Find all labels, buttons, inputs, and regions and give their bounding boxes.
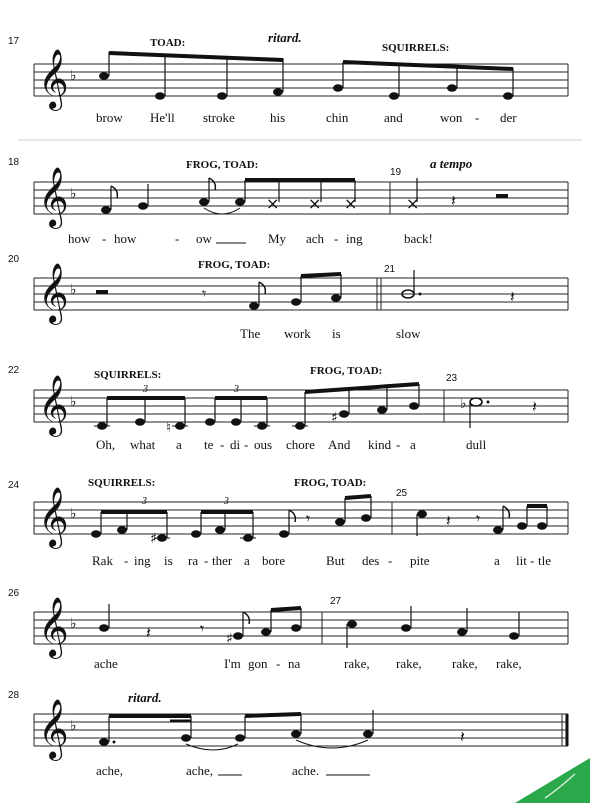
measure-number: 28 xyxy=(8,690,20,701)
note xyxy=(333,84,343,92)
note xyxy=(155,92,165,100)
voice-label: SQUIRRELS: xyxy=(94,369,162,381)
lyric-syllable: der xyxy=(500,110,517,125)
svg-text:×: × xyxy=(308,194,322,213)
lyric-syllable: chin xyxy=(326,110,349,125)
svg-text:lit: lit xyxy=(516,553,527,568)
notes xyxy=(96,270,515,310)
svg-text:di: di xyxy=(230,437,241,452)
treble-clef-icon: 𝄞 xyxy=(38,49,69,109)
measure-number: 24 xyxy=(8,480,20,491)
notes xyxy=(99,52,513,100)
svg-text:-: - xyxy=(124,553,129,568)
treble-clef-icon: 𝄞 xyxy=(38,167,69,227)
voice-label: TOAD: xyxy=(150,37,186,49)
lyrics xyxy=(68,231,433,246)
svg-text:is: is xyxy=(332,326,341,341)
system-26 xyxy=(8,588,568,671)
svg-text:𝄽: 𝄽 xyxy=(460,727,465,746)
lyric-syllable: He'll xyxy=(150,110,175,125)
svg-text:a: a xyxy=(494,553,500,568)
measure-number: 23 xyxy=(446,373,458,384)
svg-text:𝄽: 𝄽 xyxy=(446,511,451,530)
lyrics xyxy=(240,326,421,341)
treble-clef-icon: 𝄞 xyxy=(38,487,69,547)
flat-key-signature-icon: ♭ xyxy=(70,186,77,202)
measure-number: 22 xyxy=(8,365,20,376)
svg-text:a: a xyxy=(244,553,250,568)
triplet-mark: 3 xyxy=(143,384,148,395)
svg-text:And: And xyxy=(328,437,351,452)
svg-text:what: what xyxy=(130,437,156,452)
svg-text:bore: bore xyxy=(262,553,286,568)
svg-text:tle: tle xyxy=(538,553,551,568)
lyrics xyxy=(94,656,522,671)
svg-text:ache,: ache, xyxy=(96,763,124,778)
measure-number: 17 xyxy=(8,36,20,47)
svg-text:-: - xyxy=(175,231,180,246)
flat-key-signature-icon: ♭ xyxy=(70,506,77,522)
svg-text:-: - xyxy=(334,231,339,246)
measure-number: 27 xyxy=(330,596,342,607)
svg-text:back!: back! xyxy=(404,231,433,246)
lyrics xyxy=(92,553,551,568)
svg-text:ing: ing xyxy=(346,231,363,246)
lyric-syllable: and xyxy=(384,110,403,125)
flat-key-signature-icon: ♭ xyxy=(70,282,77,298)
svg-text:-: - xyxy=(244,437,249,452)
staff-lines xyxy=(34,390,568,422)
flat-key-signature-icon: ♭ xyxy=(70,394,77,410)
svg-text:-: - xyxy=(530,553,535,568)
voice-label: FROG, TOAD: xyxy=(186,159,259,171)
system-17 xyxy=(8,30,568,125)
page-corner-icon[interactable] xyxy=(515,758,590,803)
voice-label: FROG, TOAD: xyxy=(310,365,383,377)
svg-text:rake,: rake, xyxy=(452,656,478,671)
svg-text:a: a xyxy=(176,437,182,452)
svg-text:how: how xyxy=(68,231,91,246)
svg-text:𝄾: 𝄾 xyxy=(476,509,481,528)
note xyxy=(389,92,399,100)
notes xyxy=(101,178,508,214)
svg-text:ach: ach xyxy=(306,231,325,246)
svg-text:×: × xyxy=(344,194,358,213)
svg-text:𝄽: 𝄽 xyxy=(510,287,515,306)
triplet-mark: 3 xyxy=(234,384,239,395)
notes xyxy=(94,384,537,436)
flat-key-signature-icon: ♭ xyxy=(70,718,77,734)
svg-text:rake,: rake, xyxy=(396,656,422,671)
svg-text:is: is xyxy=(164,553,173,568)
svg-text:My: My xyxy=(268,231,287,246)
lyric-syllable: brow xyxy=(96,110,123,125)
system-18 xyxy=(8,156,568,246)
staff-lines xyxy=(34,182,568,214)
svg-text:-: - xyxy=(220,437,225,452)
svg-text:ow: ow xyxy=(196,231,212,246)
beam xyxy=(109,53,283,60)
svg-text:rake,: rake, xyxy=(344,656,370,671)
svg-text:𝄾: 𝄾 xyxy=(200,619,205,638)
svg-text:gon: gon xyxy=(248,656,268,671)
svg-text:ous: ous xyxy=(254,437,273,452)
flat-key-signature-icon: ♭ xyxy=(70,616,77,632)
svg-text:The: The xyxy=(240,326,261,341)
treble-clef-icon: 𝄞 xyxy=(38,699,69,759)
tempo-marking: a tempo xyxy=(430,156,473,171)
treble-clef-icon: 𝄞 xyxy=(38,375,69,435)
svg-text:how: how xyxy=(114,231,137,246)
svg-text:ache.: ache. xyxy=(292,763,320,778)
tempo-marking: ritard. xyxy=(268,30,302,45)
note xyxy=(99,72,109,80)
measure-number: 25 xyxy=(396,488,408,499)
svg-text:×: × xyxy=(266,194,280,213)
system-24 xyxy=(8,477,568,568)
lyric-syllable: stroke xyxy=(203,110,235,125)
lyrics xyxy=(96,763,370,778)
lyrics xyxy=(96,437,487,452)
system-28 xyxy=(8,690,568,778)
measure-number: 21 xyxy=(384,264,396,275)
svg-text:ra: ra xyxy=(188,553,199,568)
svg-text:×: × xyxy=(406,194,420,213)
measure-number: 26 xyxy=(8,588,20,599)
beam xyxy=(343,62,513,69)
notes xyxy=(99,604,519,648)
quarter-rest-icon: 𝄽 xyxy=(451,191,456,210)
measure-number: 19 xyxy=(390,167,402,178)
tempo-marking: ritard. xyxy=(128,690,162,705)
svg-text:-: - xyxy=(204,553,209,568)
svg-text:-: - xyxy=(396,437,401,452)
svg-text:𝄾: 𝄾 xyxy=(306,509,311,528)
svg-text:te: te xyxy=(204,437,214,452)
treble-clef-icon: 𝄞 xyxy=(38,597,69,657)
svg-text:I'm: I'm xyxy=(224,656,241,671)
svg-text:kind: kind xyxy=(368,437,392,452)
svg-text:work: work xyxy=(284,326,311,341)
note xyxy=(273,88,283,96)
svg-text:But: But xyxy=(326,553,345,568)
svg-text:na: na xyxy=(288,656,301,671)
voice-label: FROG, TOAD: xyxy=(294,477,367,489)
svg-text:𝄽: 𝄽 xyxy=(146,623,151,642)
system-20 xyxy=(8,254,568,341)
lyric-syllable: won xyxy=(440,110,463,125)
flat-key-signature-icon: ♭ xyxy=(70,68,77,84)
measure-number: 20 xyxy=(8,254,20,265)
staff-lines xyxy=(34,502,568,534)
svg-text:pite: pite xyxy=(410,553,430,568)
svg-text:slow: slow xyxy=(396,326,421,341)
half-rest-icon xyxy=(496,194,508,198)
voice-label: SQUIRRELS: xyxy=(88,477,156,489)
notes xyxy=(91,496,547,547)
svg-text:-: - xyxy=(276,656,281,671)
svg-text:♯: ♯ xyxy=(226,631,233,647)
voice-label: SQUIRRELS: xyxy=(382,42,450,54)
svg-text:-: - xyxy=(102,231,107,246)
svg-text:-: - xyxy=(388,553,393,568)
svg-text:♯: ♯ xyxy=(150,531,157,547)
svg-text:3: 3 xyxy=(142,496,147,507)
svg-text:𝄾: 𝄾 xyxy=(202,284,207,303)
note xyxy=(447,84,457,92)
measure-number: 18 xyxy=(8,157,20,168)
svg-text:ache,: ache, xyxy=(186,763,214,778)
lyrics xyxy=(96,110,517,125)
svg-text:♭: ♭ xyxy=(460,396,467,412)
svg-text:Rak: Rak xyxy=(92,553,113,568)
svg-text:3: 3 xyxy=(224,496,229,507)
svg-text:♯: ♯ xyxy=(331,410,338,426)
svg-text:chore: chore xyxy=(286,437,315,452)
svg-text:𝄽: 𝄽 xyxy=(532,397,537,416)
svg-text:dull: dull xyxy=(466,437,487,452)
note xyxy=(217,92,227,100)
svg-text:ache: ache xyxy=(94,656,118,671)
svg-text:ther: ther xyxy=(212,553,233,568)
voice-label: FROG, TOAD: xyxy=(198,259,271,271)
lyric-syllable: his xyxy=(270,110,286,125)
svg-text:Oh,: Oh, xyxy=(96,437,116,452)
system-22 xyxy=(8,365,568,452)
note xyxy=(503,92,513,100)
treble-clef-icon: 𝄞 xyxy=(38,263,69,323)
svg-text:a: a xyxy=(410,437,416,452)
lyric-syllable: - xyxy=(475,110,480,125)
svg-text:rake,: rake, xyxy=(496,656,522,671)
svg-text:♮: ♮ xyxy=(166,420,172,436)
svg-text:des: des xyxy=(362,553,380,568)
svg-text:ing: ing xyxy=(134,553,151,568)
